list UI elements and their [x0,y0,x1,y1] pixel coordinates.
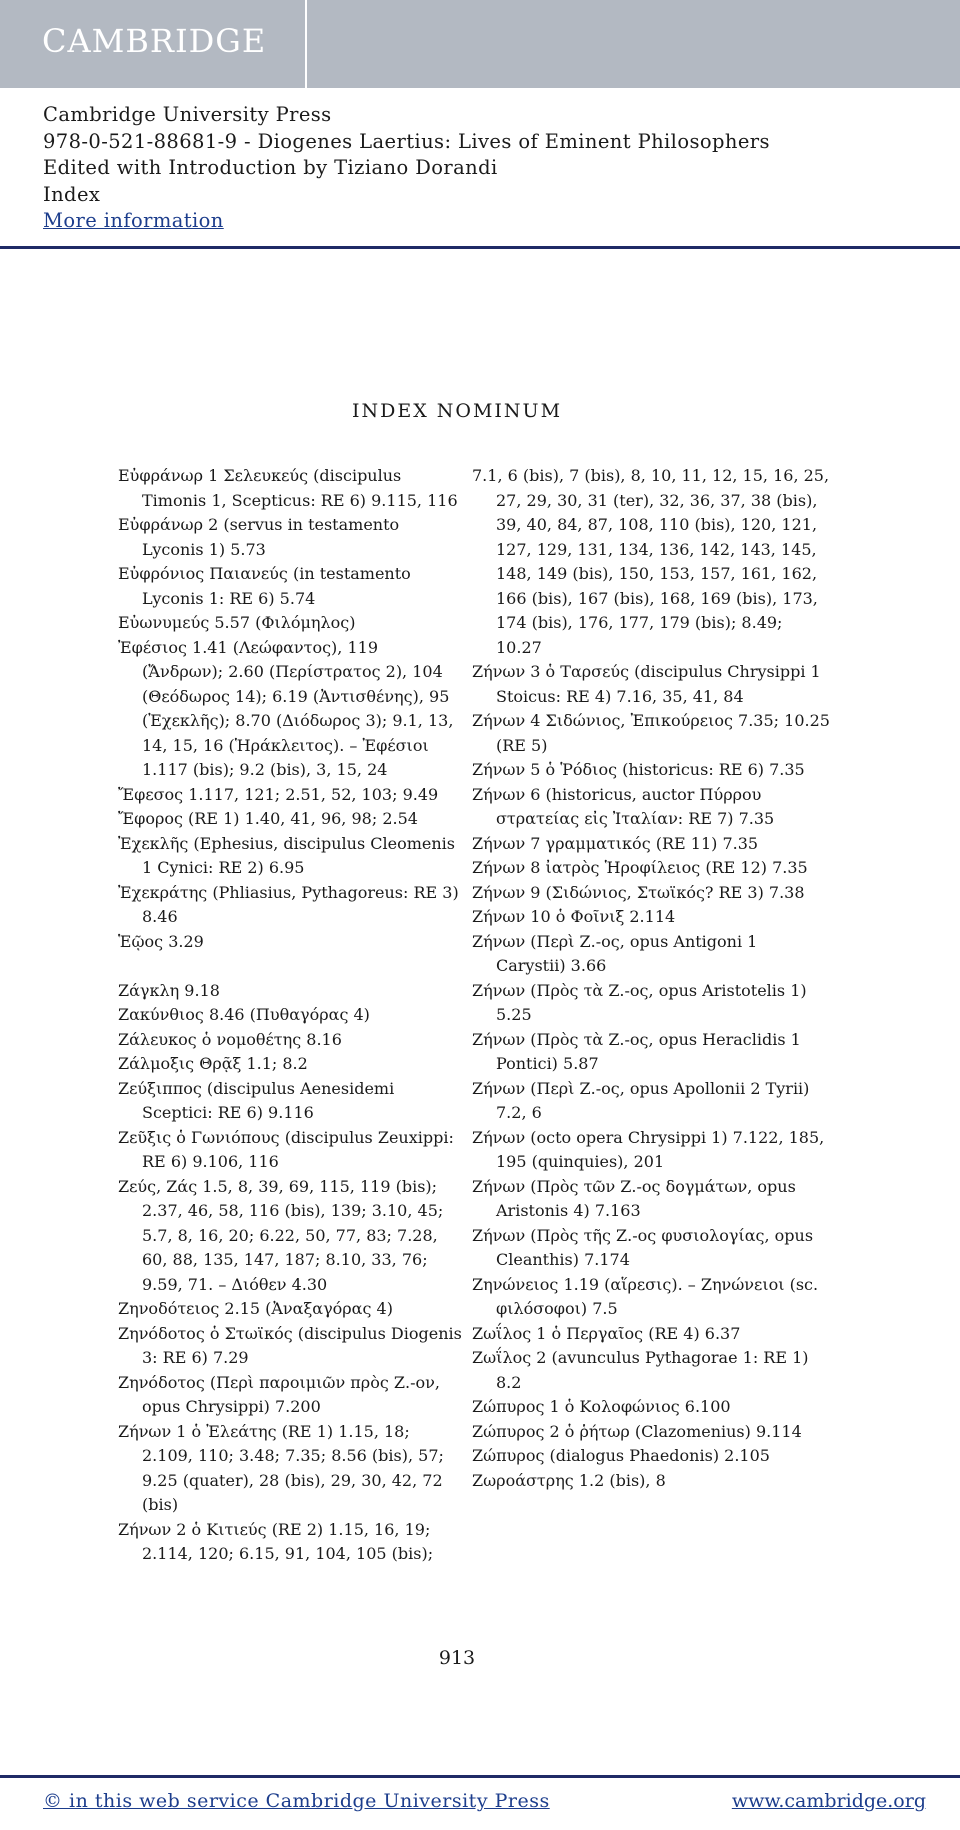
index-entry: Ζώπυρος 2 ὁ ῥήτωρ (Clazomenius) 9.114 [472,1421,802,1441]
index-entry: Ἐχεκλῆς (Ephesius, discipulus Cleomenis 1 Cynici: RE 2) 6.95 [118,833,456,877]
index-entry: Ζωΐλος 2 (avunculus Pythagorae 1: RE 1) 8.2 [472,1348,809,1392]
index-entry: Ζήνων 10 ὁ Φοῖνιξ 2.114 [472,907,676,926]
index-entry: Ἐχεκράτης (Phliasius, Pythagoreus: RE 3) 8.46 [118,882,459,926]
index-entry: Εὐωνυμεύς 5.57 (Φιλόμηλος) [118,613,356,632]
index-entry: Εὐφρόνιος Παιανεύς (in testamento Lyconis 1: RE 6) 5.74 [118,564,411,608]
index-entry: Ζωΐλος 1 ὁ Περγαῖος (RE 4) 6.37 [472,1323,741,1343]
index-entry: Ἐφέσιος 1.41 (Λεώφαντος), 119 (Ἄνδρων); 2.60 (Περίστρατος 2), 104 (Θεόδωρος 14); 6.19 (Ἀντισθένης), 95 (Ἐχεκλῆς); 8.70 (Διόδωρος 3); 9.1, 13, 14, 15, 16 (Ἡράκλειτος). – Ἐφέσιοι 1.117 (bis); 9.2 (bis), 3, 15, 24 [118,637,454,779]
index-entry: Ζήνων (Πρὸς τὰ Ζ.-ος, opus Heraclidis 1 Pontici) 5.87 [472,1029,801,1073]
index-entry: Ἔφεσος 1.117, 121; 2.51, 52, 103; 9.49 [118,784,439,804]
index-entry: Ζακύνθιος 8.46 (Πυθαγόρας 4) [118,1005,370,1024]
index-entry: Ζεύς, Ζάς 1.5, 8, 39, 69, 115, 119 (bis); 2.37, 46, 58, 116 (bis), 139; 3.10, 45; 5.7, 8, 16, 20; 6.22, 50, 77, 83; 7.28, 60, 88, 135, 147, 187; 8.10, 33, 76; 9.59, 71. – Διόθεν 4.30 [118,1176,444,1294]
header-banner [0,0,960,88]
index-entry: Ζήνων 4 Σιδώνιος, Ἐπικούρειος 7.35; 10.25 (RE 5) [472,711,830,755]
index-entry: Ζήνων 1 ὁ Ἐλεάτης (RE 1) 1.15, 18; 2.109, 110; 3.48; 7.35; 8.56 (bis), 57; 9.25 (quater), 28 (bis), 29, 30, 42, 72 (bis) [118,1421,444,1514]
index-entry: Ζηνόδοτος (Περὶ παροιμιῶν πρὸς Ζ.-ον, opus Chrysippi) 7.200 [118,1372,440,1416]
header-rule [0,246,960,249]
isbn-title: 978-0-521-88681-9 - Diogenes Laertius: Lives of Eminent Philosophers [43,129,770,153]
publisher-name: Cambridge University Press [43,103,332,126]
index-entry: Εὐφράνωρ 2 (servus in testamento Lyconis 1) 5.73 [118,515,400,559]
index-entry: Ζηνώνειος 1.19 (αἵρεσις). – Ζηνώνειοι (sc. φιλόσοφοι) 7.5 [472,1274,819,1318]
index-entry: Ζήνων (Πρὸς τῆς Ζ.-ος φυσιολογίας, opus Cleanthis) 7.174 [472,1225,814,1269]
index-entry: Ζεύξιππος (discipulus Aenesidemi Sceptici: RE 6) 9.116 [118,1078,395,1122]
banner-divider [305,0,307,88]
index-entry: Ζήνων 8 ἰατρὸς Ἡροφίλειος (RE 12) 7.35 [472,858,808,877]
index-entry: Ζωροάστρης 1.2 (bis), 8 [472,1470,666,1490]
index-entry: Ζάγκλη 9.18 [118,980,220,1000]
index-left-column [118,464,463,1567]
editor-line: Edited with Introduction by Tiziano Dorandi [43,156,498,179]
index-entry: Ζήνων (Πρὸς τῶν Ζ.-ος δογμάτων, opus Aristonis 4) 7.163 [472,1176,796,1220]
index-entry: Ζεῦξις ὁ Γωνιόπους (discipulus Zeuxippi: RE 6) 9.106, 116 [118,1127,454,1171]
page-title: INDEX NOMINUM [351,400,563,422]
index-entry: Ζήνων 9 (Σιδώνιος, Στωϊκός? RE 3) 7.38 [472,882,805,902]
index-entry: Εὐφράνωρ 1 Σελευκεύς (discipulus Timonis 1, Scepticus: RE 6) 9.115, 116 [118,466,458,510]
index-entry: Ζήνων (Πρὸς τὰ Ζ.-ος, opus Aristotelis 1) 5.25 [472,980,807,1024]
section-name: Index [43,182,101,206]
index-entry: Ζήνων 6 (historicus, auctor Πύρρου στρατείας εἰς Ἰταλίαν: RE 7) 7.35 [472,784,775,828]
index-entry: Ζήνων (Περὶ Ζ.-ος, opus Antigoni 1 Carystii) 3.66 [472,931,758,975]
index-entry: Ζώπυρος 1 ὁ Κολοφώνιος 6.100 [472,1397,731,1416]
more-information-link[interactable]: More information [43,209,224,232]
footer-rule [0,1775,960,1778]
index-entry: Ζήνων 3 ὁ Ταρσεύς (discipulus Chrysippi 1 Stoicus: RE 4) 7.16, 35, 41, 84 [472,662,821,706]
cambridge-logo[interactable]: CAMBRIDGE [42,22,267,60]
index-entry: Ζήνων (octo opera Chrysippi 1) 7.122, 185, 195 (quinquies), 201 [472,1127,825,1171]
index-entry: Ἑῷος 3.29 [118,931,204,951]
index-entry: Ζώπυρος (dialogus Phaedonis) 2.105 [472,1446,770,1465]
page-number: 913 [438,1647,476,1669]
index-letter-gap [118,954,463,979]
index-entry: Ζήνων 2 ὁ Κιτιεύς (RE 2) 1.15, 16, 19; 2.114, 120; 6.15, 91, 104, 105 (bis); [118,1519,434,1563]
index-entry: 7.1, 6 (bis), 7 (bis), 8, 10, 11, 12, 15, 16, 25, 27, 29, 30, 31 (ter), 32, 36, 37, 38 (bis), 39, 40, 84, 87, 108, 110 (bis), 120, 121, 127, 129, 131, 134, 136, 142, 143, 145, 148, 149 (bis), 150, 153, 157, 161, 162, 166 (bis), 167 (bis), 168, 169 (bis), 173, 174 (bis), 176, 177, 179 (bis); 8.49; 10.27 [472,466,830,657]
index-entry: Ζήνων 7 γραμματικός (RE 11) 7.35 [472,833,759,853]
book-metadata [43,102,770,235]
copyright-link[interactable]: © in this web service Cambridge University Press [43,1790,550,1812]
index-entry: Ζάλευκος ὁ νομοθέτης 8.16 [118,1029,342,1049]
website-link[interactable]: www.cambridge.org [731,1790,926,1812]
index-right-column [472,464,832,1493]
index-entry: Ἔφορος (RE 1) 1.40, 41, 96, 98; 2.54 [118,809,418,828]
index-entry: Ζήνων 5 ὁ Ῥόδιος (historicus: RE 6) 7.35 [472,760,805,779]
index-entry: Ζηνοδότειος 2.15 (Ἀναξαγόρας 4) [118,1299,393,1318]
index-entry: Ζάλμοξις Θρᾷξ 1.1; 8.2 [118,1054,308,1073]
index-entry: Ζήνων (Περὶ Ζ.-ος, opus Apollonii 2 Tyrii) 7.2, 6 [472,1078,810,1122]
index-entry: Ζηνόδοτος ὁ Στωϊκός (discipulus Diogenis 3: RE 6) 7.29 [118,1323,462,1367]
